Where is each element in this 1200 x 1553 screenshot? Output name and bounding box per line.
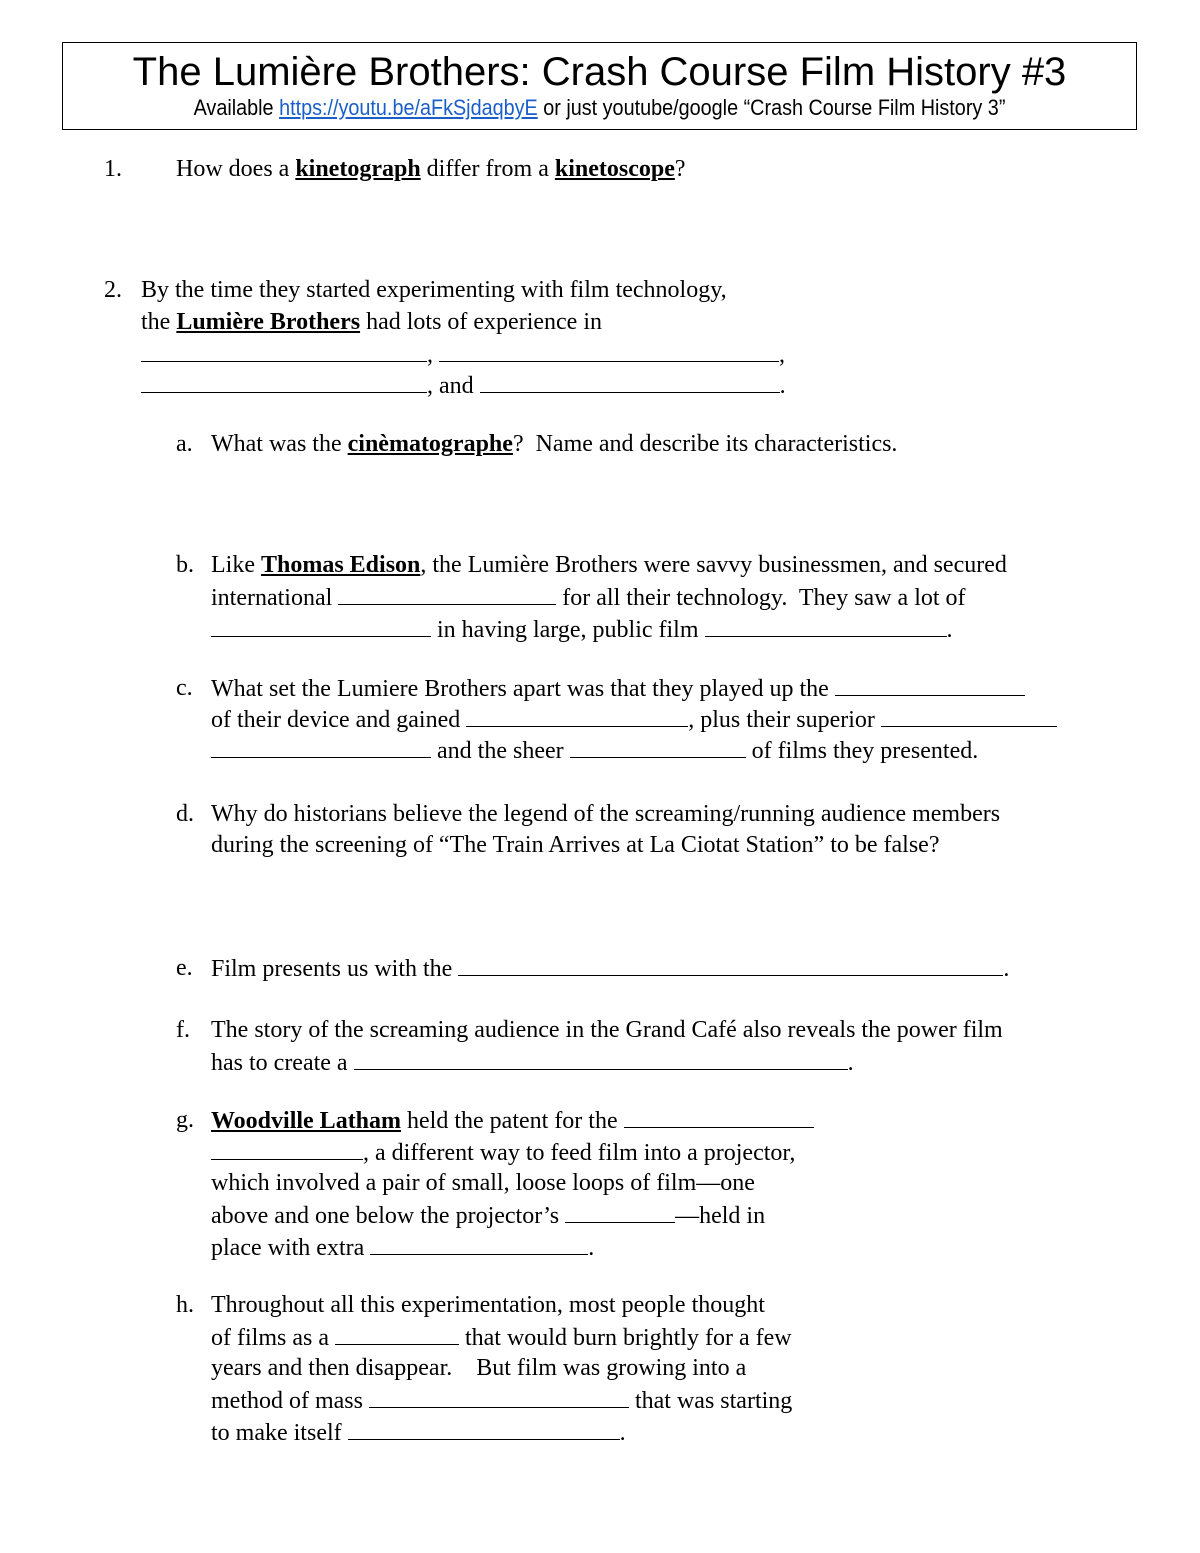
question-text <box>211 614 953 645</box>
text: held the patent for the <box>401 1108 624 1134</box>
answer-blank[interactable] <box>565 1200 675 1223</box>
text: , the Lumière Brothers were savvy businessmen, and secured <box>420 552 1007 578</box>
question-letter: f. <box>176 1017 190 1043</box>
text: . <box>588 1235 595 1261</box>
question-number: 2. <box>104 277 122 303</box>
answer-blank[interactable] <box>458 953 1003 976</box>
answer-blank[interactable] <box>335 1322 459 1345</box>
answer-blank[interactable] <box>570 735 746 758</box>
text: and the sheer <box>431 738 570 764</box>
text: . <box>847 1050 854 1076</box>
text: differ from a <box>420 156 555 182</box>
answer-blank[interactable] <box>354 1047 848 1070</box>
question-text <box>211 1417 626 1448</box>
question-text: By the time they started experimenting with film technology, <box>141 277 727 303</box>
question-text <box>211 1232 594 1263</box>
question-text <box>211 1105 814 1136</box>
answer-blank[interactable] <box>141 370 427 393</box>
question-text <box>211 673 1025 704</box>
question-text <box>211 1047 854 1078</box>
text: that was starting <box>628 1388 793 1414</box>
text: —held in <box>675 1203 766 1229</box>
term-kinetograph: kinetograph <box>295 156 421 182</box>
text: , <box>427 342 433 368</box>
answer-blank[interactable] <box>835 673 1025 696</box>
term-kinetoscope: kinetoscope <box>554 156 675 182</box>
term-cinematographe: cinèmatographe <box>347 431 513 457</box>
question-text: The story of the screaming audience in the Grand Café also reveals the power film <box>211 1017 1003 1043</box>
question-text <box>176 154 686 184</box>
question-text: during the screening of “The Train Arrives at La Ciotat Station” to be false? <box>211 832 940 858</box>
answer-line <box>141 339 785 370</box>
text: method of mass <box>211 1388 369 1414</box>
video-link[interactable]: https://youtu.be/aFkSjdaqbyE <box>279 95 538 120</box>
text: of films as a <box>211 1325 335 1351</box>
question-text <box>211 1322 792 1353</box>
question-text: years and then disappear. But film was growing into a <box>211 1355 747 1381</box>
text: , plus their superior <box>688 707 881 733</box>
text: international <box>211 585 339 611</box>
text: Like <box>211 552 261 578</box>
text: ? Name and describe its characteristics. <box>512 431 898 457</box>
question-text <box>211 1137 795 1168</box>
question-letter: a. <box>176 431 193 457</box>
source-line <box>117 95 1083 121</box>
answer-blank[interactable] <box>338 582 556 605</box>
answer-blank[interactable] <box>211 614 431 637</box>
answer-line <box>141 370 786 401</box>
text: , and <box>427 373 474 399</box>
available-prefix: Available <box>193 95 280 120</box>
answer-blank[interactable] <box>466 704 688 727</box>
text: of their device and gained <box>211 707 467 733</box>
answer-blank[interactable] <box>348 1417 620 1440</box>
question-text <box>211 550 1007 580</box>
answer-blank[interactable] <box>370 1232 588 1255</box>
text: in having large, public film <box>431 617 705 643</box>
answer-blank[interactable] <box>480 370 780 393</box>
text: has to create a <box>211 1050 354 1076</box>
question-text <box>211 1200 765 1231</box>
question-text: Throughout all this experimentation, most people thought <box>211 1292 765 1318</box>
text: What was the <box>211 431 348 457</box>
answer-blank[interactable] <box>141 339 427 362</box>
question-number: 1. <box>104 156 122 182</box>
question-letter: g. <box>176 1107 194 1133</box>
text: . <box>779 373 786 399</box>
term-woodville-latham: Woodville Latham <box>211 1108 402 1134</box>
answer-blank[interactable] <box>624 1105 814 1128</box>
question-letter: c. <box>176 675 193 701</box>
question-text <box>211 1385 792 1416</box>
answer-blank[interactable] <box>881 704 1057 727</box>
term-thomas-edison: Thomas Edison <box>260 552 421 578</box>
text: of films they presented. <box>745 738 979 764</box>
question-text <box>211 735 978 766</box>
text: above and one below the projector’s <box>211 1203 566 1229</box>
text: What set the Lumiere Brothers apart was that they played up the <box>211 676 835 702</box>
text: for all their technology. They saw a lot of <box>556 585 966 611</box>
text: . <box>619 1420 626 1446</box>
text: ? <box>674 156 686 182</box>
question-text <box>211 704 1057 735</box>
question-text <box>211 582 966 613</box>
question-text <box>141 307 602 337</box>
text: . <box>1003 956 1010 982</box>
question-text <box>211 953 1009 984</box>
question-letter: e. <box>176 955 193 981</box>
question-text <box>211 429 897 459</box>
text: the <box>141 309 177 335</box>
question-text: Why do historians believe the legend of the screaming/running audience members <box>211 801 1001 827</box>
text: that would burn brightly for a few <box>458 1325 792 1351</box>
term-lumiere-brothers: Lumière Brothers <box>176 309 361 335</box>
answer-blank[interactable] <box>211 1137 363 1160</box>
answer-blank[interactable] <box>369 1385 629 1408</box>
text: , a different way to feed film into a projector, <box>363 1140 796 1166</box>
text: to make itself <box>211 1420 348 1446</box>
answer-blank[interactable] <box>705 614 947 637</box>
answer-blank[interactable] <box>211 735 431 758</box>
text: How does a <box>176 156 296 182</box>
question-letter: h. <box>176 1292 194 1318</box>
question-letter: d. <box>176 801 194 827</box>
text: had lots of experience in <box>360 309 602 335</box>
question-letter: b. <box>176 552 194 578</box>
available-suffix: or just youtube/google “Crash Course Film History 3” <box>537 95 1006 120</box>
page-title: The Lumière Brothers: Crash Course Film History #3 <box>132 50 1067 94</box>
title-box <box>62 42 1137 130</box>
text: . <box>946 617 953 643</box>
question-text: which involved a pair of small, loose loops of film—one <box>211 1170 755 1196</box>
text: , <box>779 342 785 368</box>
answer-blank[interactable] <box>439 339 779 362</box>
text: Film presents us with the <box>211 956 459 982</box>
text: place with extra <box>211 1235 371 1261</box>
